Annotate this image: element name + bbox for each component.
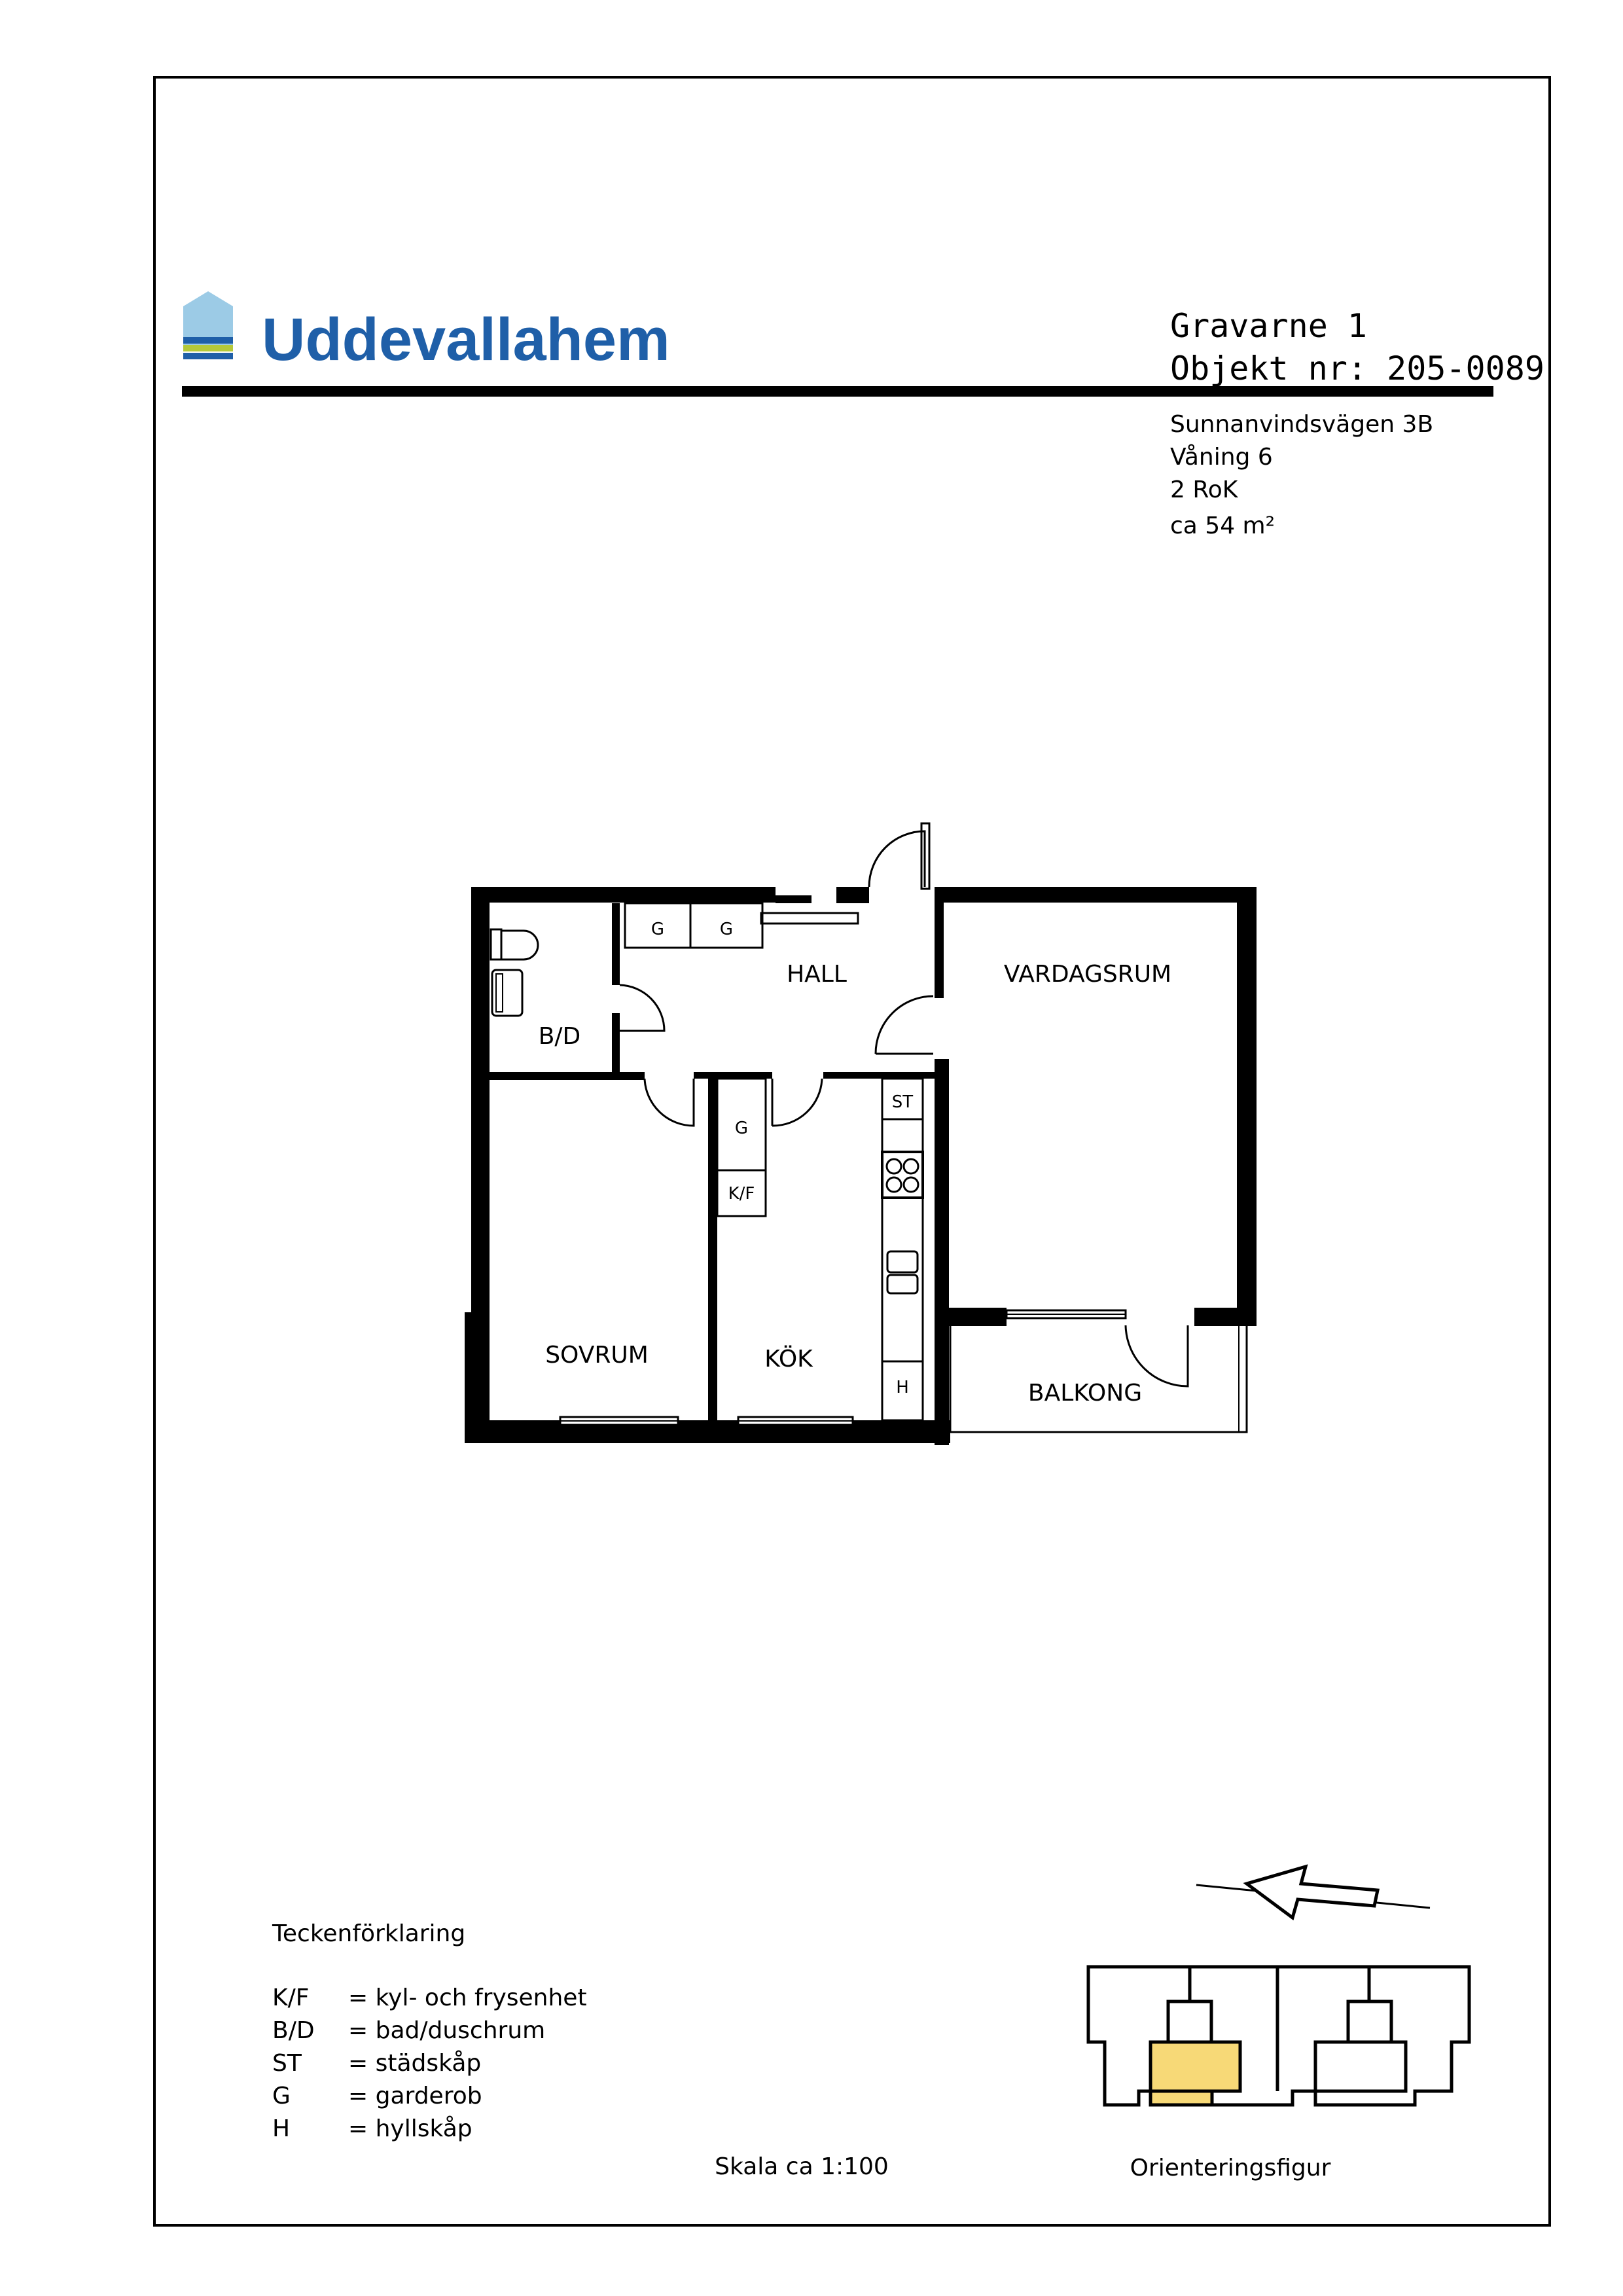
- kitchen-counter: [882, 1079, 923, 1420]
- legend-desc: = hyllskåp: [348, 2115, 473, 2142]
- room-label-vardagsrum: VARDAGSRUM: [1003, 961, 1172, 988]
- wall: [708, 1072, 717, 1426]
- north-arrow-icon: [1247, 1867, 1378, 1918]
- orientation-label: Orienteringsfigur: [1130, 2155, 1331, 2181]
- toilet: [491, 929, 538, 960]
- header-type: 2 RoK: [1170, 476, 1238, 503]
- logo: [183, 291, 670, 373]
- door-swing: [620, 985, 664, 1031]
- legend: [272, 1920, 587, 2142]
- floor-plan: [465, 823, 1257, 1445]
- wall: [935, 1059, 949, 1445]
- logo-text: Uddevallahem: [262, 306, 670, 373]
- door-swing: [876, 996, 933, 1054]
- window: [738, 1417, 853, 1425]
- legend-desc: = garderob: [348, 2083, 482, 2109]
- hall-shelf: [761, 913, 858, 924]
- legend-code: G: [272, 2083, 291, 2109]
- apartment-highlight: [1150, 2042, 1240, 2105]
- wall: [471, 887, 776, 903]
- legend-title: Teckenförklaring: [272, 1920, 466, 1947]
- balcony-railing: [950, 1326, 1247, 1432]
- wall: [612, 903, 620, 985]
- header-address: Sunnanvindsvägen 3B: [1170, 411, 1434, 438]
- door-swing: [645, 1079, 694, 1126]
- legend-code: ST: [272, 2050, 302, 2077]
- legend-code: H: [272, 2115, 291, 2142]
- wall: [1194, 1308, 1257, 1326]
- sink: [492, 970, 522, 1016]
- wall: [471, 887, 490, 1312]
- legend-desc: = städskåp: [348, 2050, 482, 2077]
- door-swing: [772, 1079, 822, 1126]
- wall: [935, 887, 944, 998]
- room-label-hall: HALL: [787, 961, 847, 988]
- legend-code: B/D: [272, 2017, 315, 2044]
- wall: [612, 1013, 620, 1079]
- fixture-label-g: G: [651, 920, 665, 939]
- header-object-nr: Objekt nr: 205-0089: [1170, 350, 1544, 387]
- header-floor: Våning 6: [1170, 444, 1273, 471]
- stove: [882, 1152, 923, 1198]
- wall: [465, 1420, 950, 1443]
- room-label-bd: B/D: [538, 1023, 581, 1050]
- legend-desc: = kyl- och frysenhet: [348, 1984, 587, 2011]
- header-rule: [182, 386, 1493, 397]
- fixture-label-g: G: [734, 1119, 749, 1138]
- fixture-label-h: H: [896, 1378, 909, 1397]
- legend-desc: = bad/duschrum: [348, 2017, 546, 2044]
- header-area: ca 54 m²: [1170, 512, 1275, 539]
- window: [1007, 1310, 1126, 1318]
- wall: [935, 1308, 1007, 1326]
- room-label-balkong: BALKONG: [1027, 1380, 1143, 1407]
- header-title: Gravarne 1: [1170, 307, 1368, 345]
- wall: [1237, 887, 1257, 1319]
- scale-label: Skala ca 1:100: [715, 2153, 889, 2180]
- fixture-label-g: G: [719, 920, 734, 939]
- wall: [935, 887, 1257, 903]
- room-label-kok: KÖK: [764, 1346, 813, 1372]
- door-swing: [1126, 1325, 1188, 1386]
- orientation-figure: [1088, 1967, 1469, 2105]
- door-swing: [869, 831, 925, 887]
- fixture-label-st: ST: [891, 1092, 914, 1112]
- room-label-sovrum: SOVRUM: [545, 1342, 649, 1369]
- north-arrow: [1196, 1867, 1430, 1918]
- window: [560, 1417, 678, 1425]
- wall: [484, 1072, 645, 1080]
- legend-code: K/F: [272, 1984, 310, 2011]
- fixture-label-kf: K/F: [728, 1184, 755, 1204]
- wall: [776, 895, 812, 903]
- wall: [836, 887, 869, 903]
- kitchen-sink: [887, 1251, 918, 1293]
